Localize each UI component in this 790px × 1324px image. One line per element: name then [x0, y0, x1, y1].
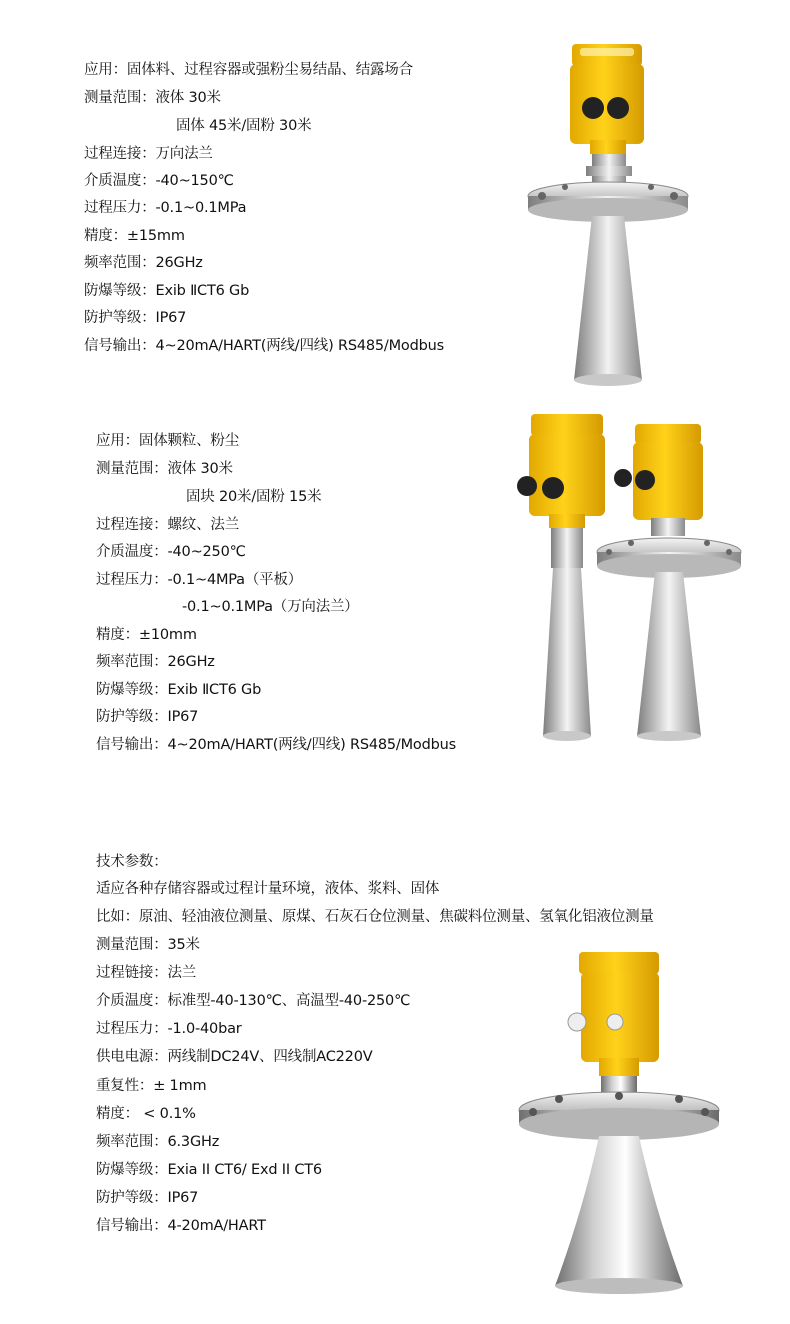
- spec-line: 比如：原油、轻油液位测量、原煤、石灰石仓位测量、焦碳料位测量、氢氧化铝液位测量: [96, 909, 654, 925]
- spec-line: 频率范围：26GHz: [96, 654, 215, 670]
- spec-line: 精度： < 0.1%: [96, 1106, 196, 1122]
- spec-line: 过程压力：-0.1~4MPa（平板）: [96, 572, 303, 588]
- spec-line: 防爆等级：Exia II CT6/ Exd II CT6: [96, 1162, 322, 1178]
- spec-line: 防护等级：IP67: [96, 709, 199, 725]
- spec-line: 供电电源：两线制DC24V、四线制AC220V: [96, 1049, 373, 1065]
- spec-line: 适应各种存储容器或过程计量环境，液体、浆料、固体: [96, 881, 440, 897]
- spec-line: 介质温度：-40~150℃: [84, 173, 234, 189]
- spec-line: 精度：±15mm: [84, 228, 185, 244]
- spec-line: 固体 45米/固粉 30米: [176, 118, 312, 134]
- spec-line: 应用：固体颗粒、粉尘: [96, 433, 239, 449]
- spec-line: 信号输出：4~20mA/HART(两线/四线) RS485/Modbus: [84, 338, 444, 354]
- spec-line: 应用：固体料、过程容器或强粉尘易结晶、结露场合: [84, 62, 413, 78]
- spec-line: -0.1~0.1MPa（万向法兰）: [182, 599, 359, 615]
- spec-line: 固块 20米/固粉 15米: [186, 489, 322, 505]
- radar-level-meter-image-2: [505, 410, 765, 750]
- spec-line: 介质温度：标准型-40-130℃、高温型-40-250℃: [96, 993, 411, 1009]
- spec-line: 测量范围：35米: [96, 937, 200, 953]
- spec-line: 信号输出：4-20mA/HART: [96, 1218, 266, 1234]
- spec-line: 过程连接：螺纹、法兰: [96, 517, 239, 533]
- spec-line: 过程连接：万向法兰: [84, 146, 213, 162]
- spec-line: 过程压力：-0.1~0.1MPa: [84, 200, 247, 216]
- spec-line: 过程压力：-1.0-40bar: [96, 1021, 242, 1037]
- radar-level-meter-image-3: [515, 950, 735, 1300]
- spec-line: 测量范围：液体 30米: [96, 461, 233, 477]
- spec-line: 测量范围：液体 30米: [84, 90, 221, 106]
- spec-line: 频率范围：6.3GHz: [96, 1134, 220, 1150]
- spec-line: 防爆等级：Exib ⅡCT6 Gb: [84, 283, 250, 299]
- spec-line: 信号输出：4~20mA/HART(两线/四线) RS485/Modbus: [96, 737, 456, 753]
- spec-line: 重复性：± 1mm: [96, 1078, 207, 1094]
- radar-level-meter-image-1: [520, 40, 730, 390]
- spec-line: 频率范围：26GHz: [84, 255, 203, 271]
- spec-line: 防护等级：IP67: [84, 310, 187, 326]
- spec-line: 过程链接：法兰: [96, 965, 197, 981]
- spec-line: 技术参数：: [96, 854, 168, 870]
- spec-line: 防护等级：IP67: [96, 1190, 199, 1206]
- spec-line: 精度：±10mm: [96, 627, 197, 643]
- spec-line: 防爆等级：Exib ⅡCT6 Gb: [96, 682, 262, 698]
- spec-line: 介质温度：-40~250℃: [96, 544, 246, 560]
